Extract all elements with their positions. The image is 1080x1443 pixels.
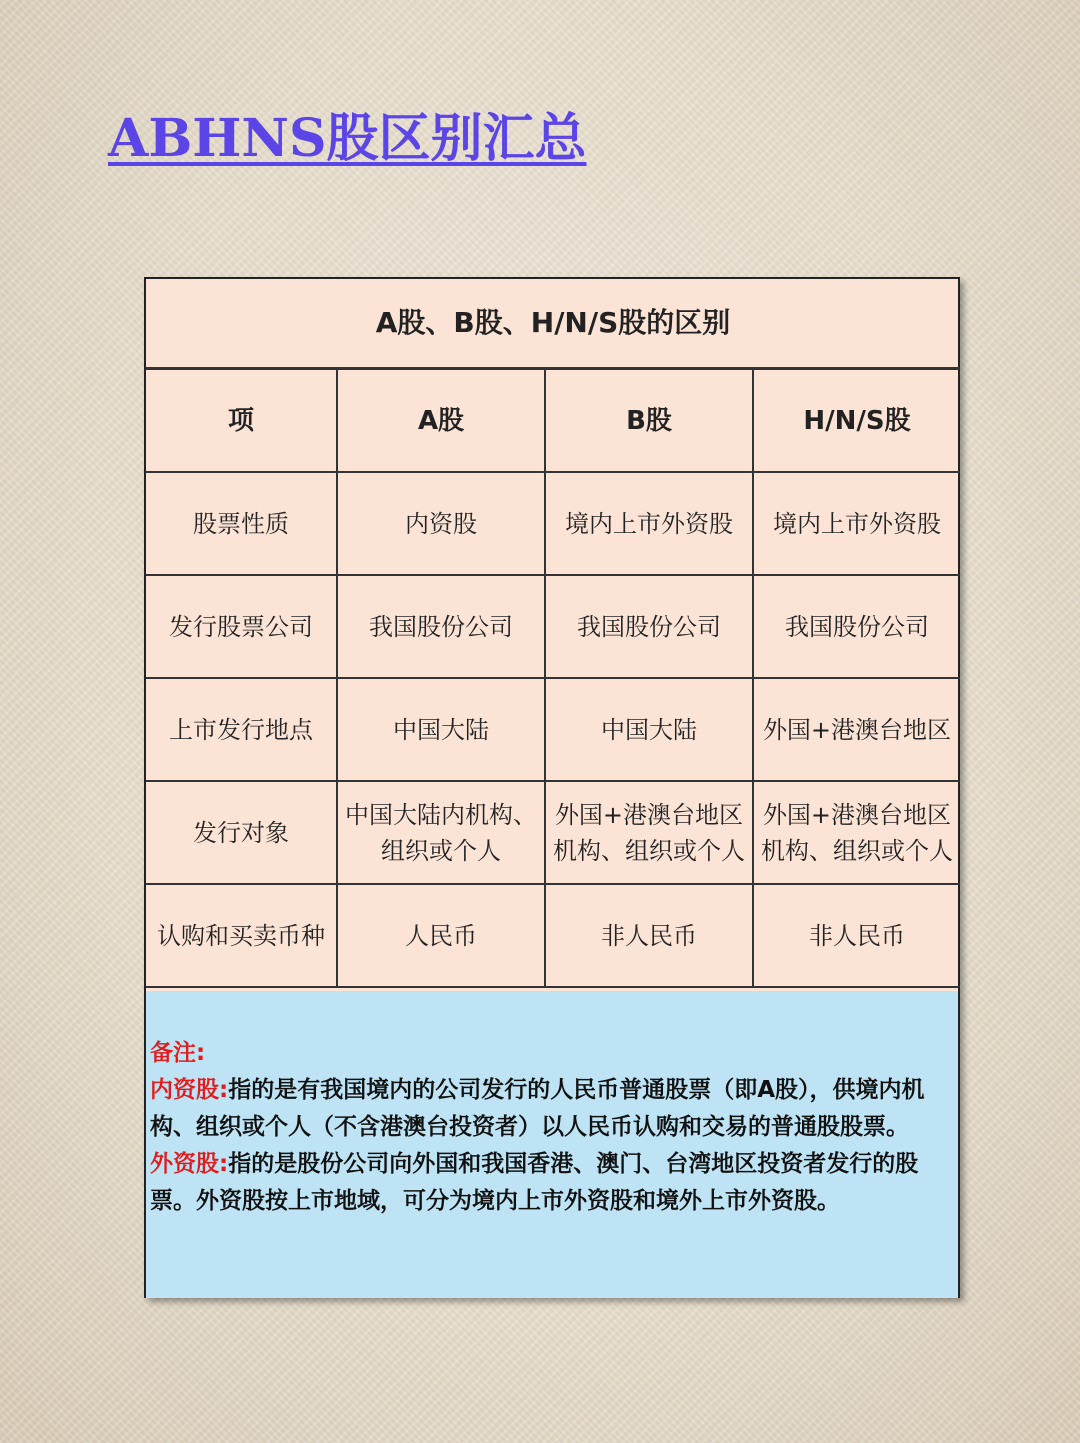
column-header-b-share: B股 xyxy=(545,369,753,473)
cell-b-share xyxy=(545,781,753,884)
note-text: 指的是有我国境内的公司发行的人民币普通股票（即A股），供境内机构、组织或个人（不含港澳台投资者）以人民币认购和交易的普通股股票。 xyxy=(150,1077,925,1140)
page-title: ABHNS股区别汇总 xyxy=(108,108,587,169)
cell-b-share: 我国股份公司 xyxy=(545,575,753,678)
cell-a-share: 内资股 xyxy=(337,472,545,575)
note-label: 外资股: xyxy=(150,1151,229,1177)
comparison-table xyxy=(146,279,960,988)
cell-hns-share: 境内上市外资股 xyxy=(753,472,960,575)
column-header-a-share: A股 xyxy=(337,369,545,473)
cell-hns-share: 我国股份公司 xyxy=(753,575,960,678)
cell-a-share: 中国大陆 xyxy=(337,678,545,781)
table-heading: A股、B股、H/N/S股的区别 xyxy=(146,279,960,369)
cell-b-share: 非人民币 xyxy=(545,884,753,987)
table-row xyxy=(146,781,960,884)
row-label: 认购和买卖币种 xyxy=(146,884,337,987)
row-label: 发行对象 xyxy=(146,781,337,884)
note-text: 指的是股份公司向外国和我国香港、澳门、台湾地区投资者发行的股票。外资股按上市地域，可分为境内上市外资股和境外上市外资股。 xyxy=(150,1151,919,1214)
cell-line: 外国+港澳台地区 xyxy=(762,800,952,829)
cell-line: 外国+港澳台地区 xyxy=(554,800,744,829)
row-label: 上市发行地点 xyxy=(146,678,337,781)
comparison-card xyxy=(144,277,960,1298)
cell-a-share: 人民币 xyxy=(337,884,545,987)
cell-line: 组织或个人 xyxy=(381,836,501,865)
row-label: 发行股票公司 xyxy=(146,575,337,678)
table-row xyxy=(146,678,960,781)
table-row xyxy=(146,884,960,987)
column-header-row xyxy=(146,369,960,473)
column-header-hns-share: H/N/S股 xyxy=(753,369,960,473)
cell-hns-share: 非人民币 xyxy=(753,884,960,987)
table-row xyxy=(146,575,960,678)
cell-b-share: 境内上市外资股 xyxy=(545,472,753,575)
cell-hns-share: 外国+港澳台地区 xyxy=(753,678,960,781)
cell-a-share: 我国股份公司 xyxy=(337,575,545,678)
column-header-item: 项 xyxy=(146,369,337,473)
notes-panel xyxy=(146,991,958,1298)
cell-line: 机构、组织或个人 xyxy=(761,836,953,865)
table-row xyxy=(146,472,960,575)
cell-b-share: 中国大陆 xyxy=(545,678,753,781)
note-label: 内资股: xyxy=(150,1077,229,1103)
notes-heading: 备注: xyxy=(150,1040,206,1066)
cell-line: 中国大陆内机构、 xyxy=(345,800,537,829)
row-label: 股票性质 xyxy=(146,472,337,575)
note-domestic-shares xyxy=(150,1072,952,1146)
note-foreign-shares xyxy=(150,1146,952,1220)
cell-a-share xyxy=(337,781,545,884)
cell-hns-share xyxy=(753,781,960,884)
cell-line: 机构、组织或个人 xyxy=(553,836,745,865)
